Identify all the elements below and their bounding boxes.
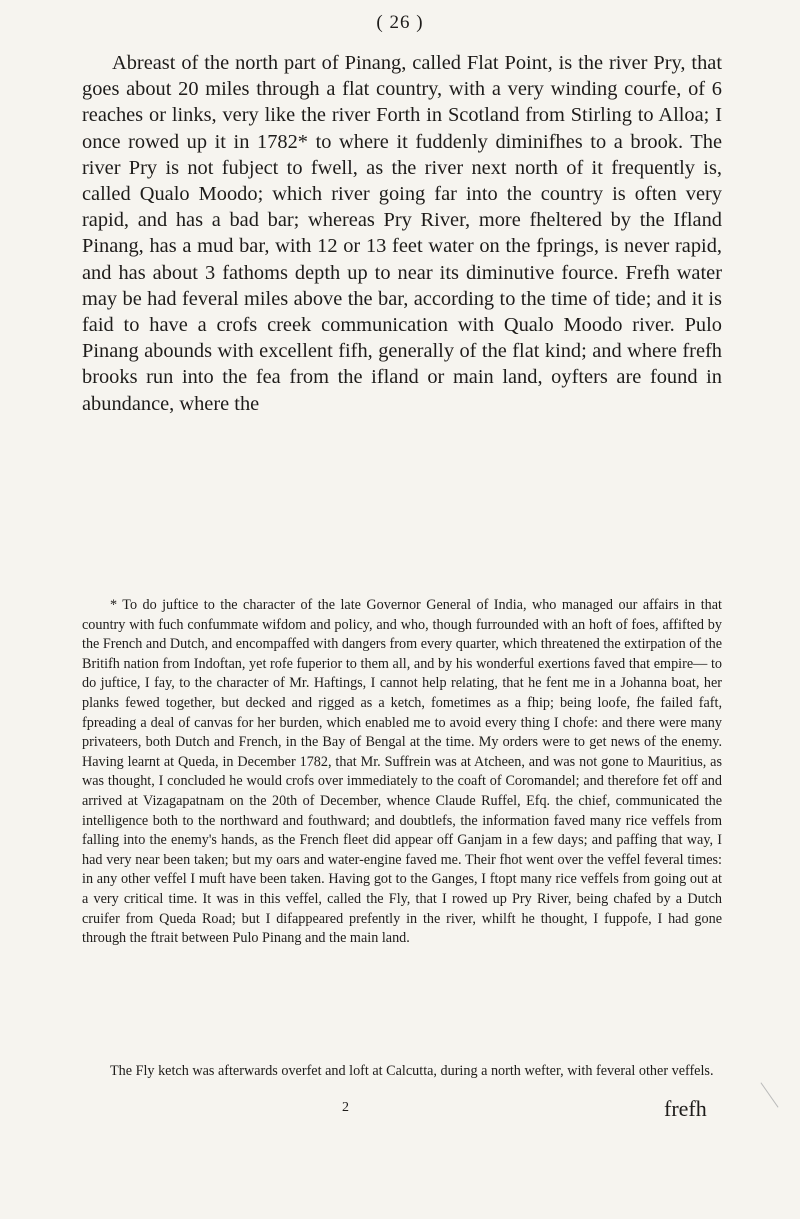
margin-mark [760,1082,778,1107]
footnote-continuation: The Fly ketch was afterwards overfet and loft at Calcutta, during a north wefter, with feveral other veffels. [110,1063,714,1079]
footnote: * To do juftice to the character of the late Governor General of India, who managed our affairs in that country with fuch confummate wifdom and policy, and who, though furrounded with an hoft of foes, affifted by the French and Dutch, and encompaffed with dangers from every quarter, which threatened the extirpation of the Britifh nation from Indoftan, yet rofe fuperior to them all, and by his wonderful exertions faved that empire— to do juftice, I fay, to the character of Mr. Haftings, I cannot help relating, that he fent me in a Johanna boat, her planks fewed together, but decked and rigged as a ketch, fometimes as a fhip; being loofe, fhe failed faft, fpreading a deal of canvas for her burden, which enabled me to avoid every thing I chofe: and there were many privateers, both Dutch and French, in the Bay of Bengal at the time. My orders were to get news of the enemy. Having learnt at Queda, in December 1782, that Mr. Suffrein was at Atcheen, and was not gone to Mauritius, as was thought, I concluded he would crofs over immediately to the coaft of Coromandel; and therefore fet off and arrived at Vizagapatnam on the 20th of December, whence Claude Ruffel, Efq. the chief, communicated the intelligence both to the northward and fouthward; and doubtlefs, the information faved many rice veffels from falling into the enemy's hands, as the French fleet did appear off Ganjam in a few days; and paffing that way, I had very near been taken; but my oars and water-engine faved me. Their fhot went over the veffel feveral times: in any other veffel I muft have been taken. Having got to the Ganges, I ftopt many rice veffels from going out at a very critical time. It was in this veffel, called the Fly, that I rowed up Pry River, being chafed by a Dutch cruifer from Queda Road; but I difappeared prefently in the river, whilft he thought, I fuppofe, I had gone through the ftrait between Pulo Pinang and the main land. [82,597,722,947]
main-paragraph: Abreast of the north part of Pinang, called Flat Point, is the river Pry, that goes about 20 miles through a flat country, with a very winding courfe, of 6 reaches or links, very like the river Forth in Scotland from Stirling to Alloa; I once rowed up it in 1782* to where it fuddenly diminifhes to a brook. The river Pry is not fubject to fwell, as the river next north of it frequently is, called Qualo Moodo; which river going far into the country is often very rapid, and has a bad bar; whereas Pry River, more fheltered by the Ifland Pinang, has a mud bar, with 12 or 13 feet water on the fprings, is never rapid, and has about 3 fathoms depth up to near its diminutive fource. Frefh water may be had feveral miles above the bar, according to the time of tide; and it is faid to have a crofs creek communication with Qualo Moodo river. Pulo Pinang abounds with excellent fifh, generally of the flat kind; and where frefh brooks run into the fea from the ifland or main land, oyfters are found in abundance, where the [82,52,722,415]
page-number: ( 26 ) [376,12,424,33]
signature-mark: 2 [342,1100,349,1115]
catchword: frefh [664,1096,707,1121]
